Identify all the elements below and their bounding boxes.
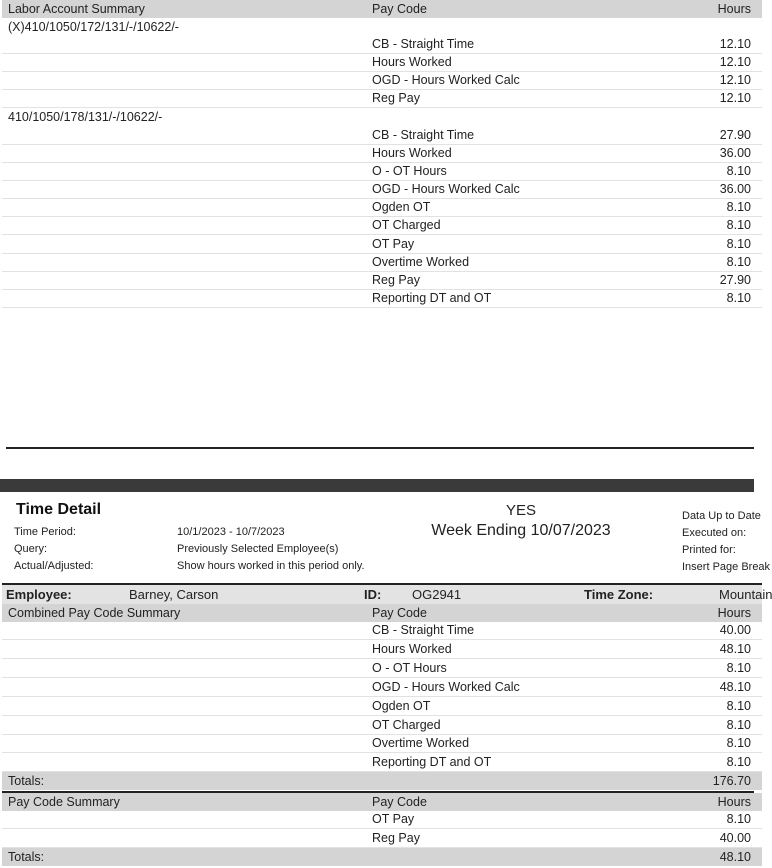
printed-for-label: Printed for:: [682, 544, 736, 556]
hours-value: 36.00: [719, 182, 751, 196]
pay-code-column-header: Pay Code: [372, 606, 427, 620]
pay-code: Reg Pay: [372, 831, 420, 845]
pay-code: OT Pay: [372, 812, 415, 826]
pay-code-column-header: Pay Code: [372, 795, 427, 809]
employee-bar: [2, 583, 772, 606]
pay-code: Ogden OT: [372, 699, 431, 713]
query-value: Previously Selected Employee(s): [177, 543, 339, 555]
table-row: [2, 659, 762, 678]
actual-adjusted-value: Show hours worked in this period only.: [177, 560, 365, 572]
table-row: [2, 621, 762, 640]
hours-value: 8.10: [726, 291, 751, 305]
combined-summary-header: [2, 604, 762, 622]
id-label: ID:: [364, 587, 382, 602]
hours-value: 40.00: [719, 623, 751, 637]
combined-summary-title: Combined Pay Code Summary: [8, 606, 181, 620]
totals-label: Totals:: [8, 774, 45, 788]
totals-value: 176.70: [712, 774, 751, 788]
hours-value: 8.10: [726, 661, 751, 675]
page-break-band: [0, 479, 754, 492]
hours-value: 8.10: [726, 755, 751, 769]
pay-code: OGD - Hours Worked Calc: [372, 680, 520, 694]
pay-code-summary-header: [2, 793, 762, 811]
pay-code: Ogden OT: [372, 200, 431, 214]
table-row: [2, 734, 762, 753]
table-row: [2, 289, 762, 308]
combined-totals-row: [2, 772, 762, 790]
labor-account: 410/1050/178/131/-/10622/-: [8, 110, 163, 124]
hours-value: 12.10: [719, 37, 751, 51]
table-row: [2, 753, 762, 772]
table-row: [2, 198, 762, 217]
pay-code: Hours Worked: [372, 146, 452, 160]
table-row: [2, 640, 762, 659]
pay-code: Reg Pay: [372, 91, 420, 105]
insert-page-break-label: Insert Page Break: [682, 561, 771, 573]
table-row: [2, 180, 762, 199]
hours-value: 27.90: [719, 128, 751, 142]
pay-code: OT Charged: [372, 718, 441, 732]
executed-on-label: Executed on:: [682, 527, 747, 539]
actual-adjusted-label: Actual/Adjusted:: [14, 560, 94, 572]
pay-code: Overtime Worked: [372, 255, 470, 269]
time-zone-value: Mountain: [719, 587, 772, 602]
report-title: Time Detail: [16, 501, 102, 518]
pay-code: CB - Straight Time: [372, 128, 475, 142]
hours-value: 27.90: [719, 273, 751, 287]
pay-code: O - OT Hours: [372, 661, 447, 675]
hours-value: 48.10: [719, 642, 751, 656]
pay-code: OGD - Hours Worked Calc: [372, 73, 520, 87]
pay-code-totals-row: [2, 848, 762, 866]
totals-label: Totals:: [8, 850, 45, 864]
employee-label: Employee:: [6, 587, 72, 602]
account-row: [2, 108, 762, 126]
employee-id: OG2941: [412, 587, 462, 602]
report-flag: YES: [505, 502, 536, 519]
pay-code: Hours Worked: [372, 55, 452, 69]
account-row: [2, 18, 762, 36]
hours-value: 48.10: [719, 680, 751, 694]
table-row: [2, 126, 762, 145]
pay-code: Reporting DT and OT: [372, 755, 492, 769]
hours-value: 8.10: [726, 200, 751, 214]
hours-value: 40.00: [719, 831, 751, 845]
table-row: [2, 697, 762, 716]
pay-code: CB - Straight Time: [372, 623, 475, 637]
hours-value: 8.10: [726, 255, 751, 269]
table-row: [2, 829, 762, 848]
pay-code: O - OT Hours: [372, 164, 447, 178]
hours-value: 12.10: [719, 55, 751, 69]
pay-code-summary-title: Pay Code Summary: [8, 795, 120, 809]
pay-code: OT Charged: [372, 218, 441, 232]
totals-value: 48.10: [719, 850, 751, 864]
hours-column-header: Hours: [717, 795, 751, 809]
hours-value: 8.10: [726, 812, 751, 826]
hours-column-header: Hours: [717, 606, 751, 620]
hours-value: 8.10: [726, 718, 751, 732]
time-zone-label: Time Zone:: [584, 587, 654, 602]
hours-value: 12.10: [719, 73, 751, 87]
labor-summary-header: [2, 0, 762, 18]
table-row: [2, 144, 762, 163]
hours-value: 8.10: [726, 237, 751, 251]
pay-code: OT Pay: [372, 237, 415, 251]
query-label: Query:: [14, 543, 48, 555]
table-row: [2, 716, 762, 735]
pay-code: Hours Worked: [372, 642, 452, 656]
table-row: [2, 271, 762, 290]
data-up-to-date-label: Data Up to Date: [682, 510, 761, 522]
table-row: [2, 810, 762, 829]
time-period-label: Time Period:: [14, 526, 76, 538]
labor-account: (X)410/1050/172/131/-/10622/-: [8, 20, 179, 34]
table-row: [2, 678, 762, 697]
page-divider: [6, 447, 754, 449]
hours-value: 8.10: [726, 164, 751, 178]
table-row: [2, 162, 762, 181]
time-period-value: 10/1/2023 - 10/7/2023: [177, 526, 285, 538]
pay-code-column-header: Pay Code: [372, 2, 427, 16]
pay-code: OGD - Hours Worked Calc: [372, 182, 520, 196]
hours-value: 8.10: [726, 736, 751, 750]
hours-value: 8.10: [726, 699, 751, 713]
table-row: [2, 253, 762, 272]
table-row: [2, 216, 762, 235]
table-row: [2, 89, 762, 108]
table-row: [2, 71, 762, 90]
labor-summary-title: Labor Account Summary: [8, 2, 145, 16]
week-ending: Week Ending 10/07/2023: [431, 522, 611, 539]
table-row: [2, 235, 762, 254]
pay-code: Overtime Worked: [372, 736, 470, 750]
employee-name: Barney, Carson: [129, 587, 219, 602]
table-row: [2, 35, 762, 54]
pay-code: Reporting DT and OT: [372, 291, 492, 305]
hours-value: 12.10: [719, 91, 751, 105]
hours-column-header: Hours: [717, 2, 751, 16]
hours-value: 8.10: [726, 218, 751, 232]
hours-value: 36.00: [719, 146, 751, 160]
pay-code: Reg Pay: [372, 273, 420, 287]
pay-code: CB - Straight Time: [372, 37, 475, 51]
table-row: [2, 53, 762, 72]
